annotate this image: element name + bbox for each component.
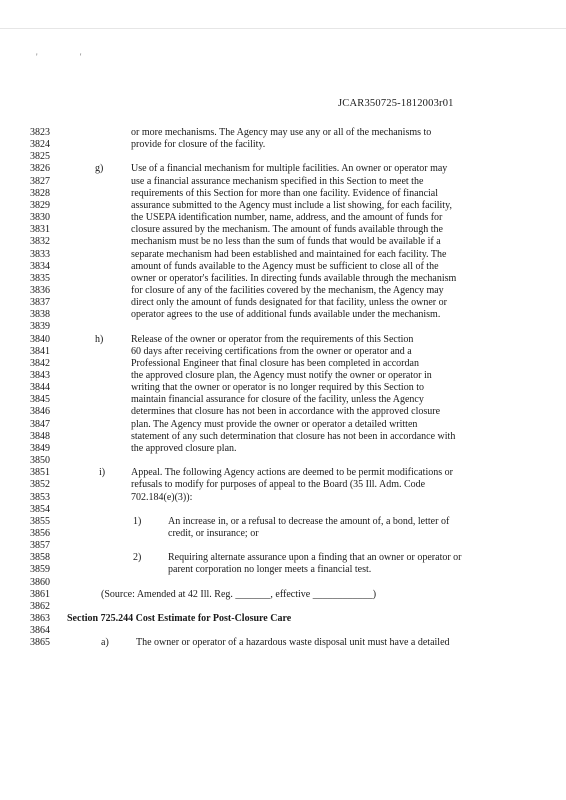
- line-number: 3848: [30, 430, 50, 442]
- line-number: 3835: [30, 272, 50, 284]
- line-number: 3845: [30, 394, 50, 406]
- text-line: mechanism must be no less than the sum of funds that would be available if a: [131, 236, 441, 248]
- scan-edge-line: [0, 28, 566, 29]
- line-number: 3847: [30, 418, 50, 430]
- source-note: (Source: Amended at 42 Ill. Reg. _______, effective ____________): [101, 588, 377, 600]
- text-line: amount of funds available to the Agency must be sufficient to close all of the: [131, 260, 439, 272]
- text-line: use a financial assurance mechanism specified in this Section to meet the: [131, 175, 424, 187]
- line-number: 3860: [30, 576, 50, 588]
- line-number: 3861: [30, 588, 50, 600]
- text-line: for closure of any of the facilities covered by the mechanism, the Agency may: [131, 285, 444, 296]
- text-line: refusals to modify for purposes of appeal to the Board (35 Ill. Adm. Code: [131, 479, 426, 491]
- line-number: 3853: [30, 491, 50, 503]
- text-line: the USEPA identification number, name, address, and the amount of funds for: [131, 212, 443, 224]
- line-number: 3830: [30, 212, 50, 224]
- text-line: 60 days after receiving certifications from the owner or operator and a: [131, 345, 412, 357]
- line-number: 3855: [30, 515, 50, 527]
- line-number: 3832: [30, 236, 50, 248]
- line-number: 3856: [30, 528, 50, 539]
- line-number: 3826: [30, 163, 50, 175]
- line-number: 3844: [30, 382, 50, 394]
- text-line: determines that closure has not been in accordance with the approved closure: [131, 406, 441, 418]
- line-number: 3865: [30, 637, 50, 649]
- text-line: the approved closure plan.: [131, 442, 237, 454]
- text-line: operator agrees to the use of additional funds available under the mechanism.: [131, 309, 441, 321]
- line-number: 3864: [30, 625, 50, 637]
- line-number: 3829: [30, 199, 50, 211]
- text-line: writing that the owner or operator is no longer required by this Section to: [131, 382, 424, 394]
- document-id: JCAR350725-1812003r01: [338, 98, 454, 109]
- line-number: 3841: [30, 345, 50, 357]
- line-number: 3850: [30, 455, 50, 467]
- text-line: Appeal. The following Agency actions are deemed to be permit modifications or: [131, 467, 453, 479]
- line-number: 3838: [30, 309, 50, 321]
- text-line: direct only the amount of funds designated for that facility, unless the owner or: [131, 297, 447, 309]
- line-number: 3834: [30, 260, 50, 272]
- text-line: statement of any such determination that closure has not been in accordance with: [131, 430, 456, 442]
- text-line: credit, or insurance; or: [168, 528, 259, 539]
- line-number: 3857: [30, 540, 50, 552]
- line-number: 3823: [30, 127, 50, 138]
- line-number: 3839: [30, 321, 50, 333]
- line-number: 3852: [30, 479, 50, 491]
- line-number: 3831: [30, 224, 50, 236]
- line-number: 3863: [30, 613, 50, 624]
- section-heading: Section 725.244 Cost Estimate for Post-Closure Care: [67, 613, 292, 624]
- line-number: 3859: [30, 564, 50, 576]
- text-line: plan. The Agency must provide the owner or operator a detailed written: [131, 418, 418, 430]
- text-line: 702.184(e)(3)):: [131, 491, 193, 503]
- text-line: provide for closure of the facility.: [131, 139, 266, 151]
- text-line: Requiring alternate assurance upon a finding that an owner or operator or: [168, 552, 462, 564]
- line-number: 3851: [30, 467, 50, 479]
- item-label-i: i): [99, 467, 106, 479]
- item-label-a: a): [101, 637, 109, 649]
- line-number: 3858: [30, 552, 50, 564]
- line-number: 3854: [30, 503, 50, 515]
- scan-marks: ' ': [36, 52, 102, 62]
- text-line: closure assured by the mechanism. The amount of funds available through the: [131, 224, 443, 236]
- text-line: Release of the owner or operator from the requirements of this Section: [131, 333, 414, 345]
- text-line: The owner or operator of a hazardous waste disposal unit must have a detailed: [136, 637, 450, 649]
- text-line: or more mechanisms. The Agency may use any or all of the mechanisms to: [131, 127, 432, 138]
- item-label-h: h): [95, 333, 104, 345]
- line-number: 3827: [30, 175, 50, 187]
- text-line: assurance submitted to the Agency must include a list showing, for each facility,: [131, 199, 452, 211]
- text-line: separate mechanism had been established and maintained for each facility. The: [131, 248, 447, 260]
- item-label-g: g): [95, 163, 104, 175]
- line-number: 3840: [30, 333, 50, 345]
- text-line: Professional Engineer that final closure has been completed in accordan: [131, 357, 419, 369]
- text-line: requirements of this Section for more than one facility. Evidence of financial: [131, 187, 439, 199]
- line-number: 3833: [30, 248, 50, 260]
- line-number: 3862: [30, 600, 50, 612]
- line-number: 3849: [30, 442, 50, 454]
- subitem-label-2: 2): [133, 552, 142, 564]
- line-number: 3828: [30, 187, 50, 199]
- text-line: Use of a financial mechanism for multiple facilities. An owner or operator may: [131, 163, 448, 175]
- line-number: 3824: [30, 139, 50, 151]
- line-number: 3842: [30, 357, 50, 369]
- line-number: 3825: [30, 151, 50, 163]
- line-number: 3843: [30, 370, 50, 381]
- text-line: An increase in, or a refusal to decrease the amount of, a bond, letter of: [168, 515, 450, 527]
- text-line: the approved closure plan, the Agency must notify the owner or operator in: [131, 370, 432, 381]
- line-number: 3836: [30, 285, 50, 296]
- text-line: owner or operator's facilities. In directing funds available through the mechanism: [131, 272, 457, 284]
- line-number: 3837: [30, 297, 50, 309]
- text-line: maintain financial assurance for closure of the facility, unless the Agency: [131, 394, 424, 406]
- text-line: parent corporation no longer meets a financial test.: [168, 564, 372, 576]
- subitem-label-1: 1): [133, 515, 142, 527]
- line-number: 3846: [30, 406, 50, 418]
